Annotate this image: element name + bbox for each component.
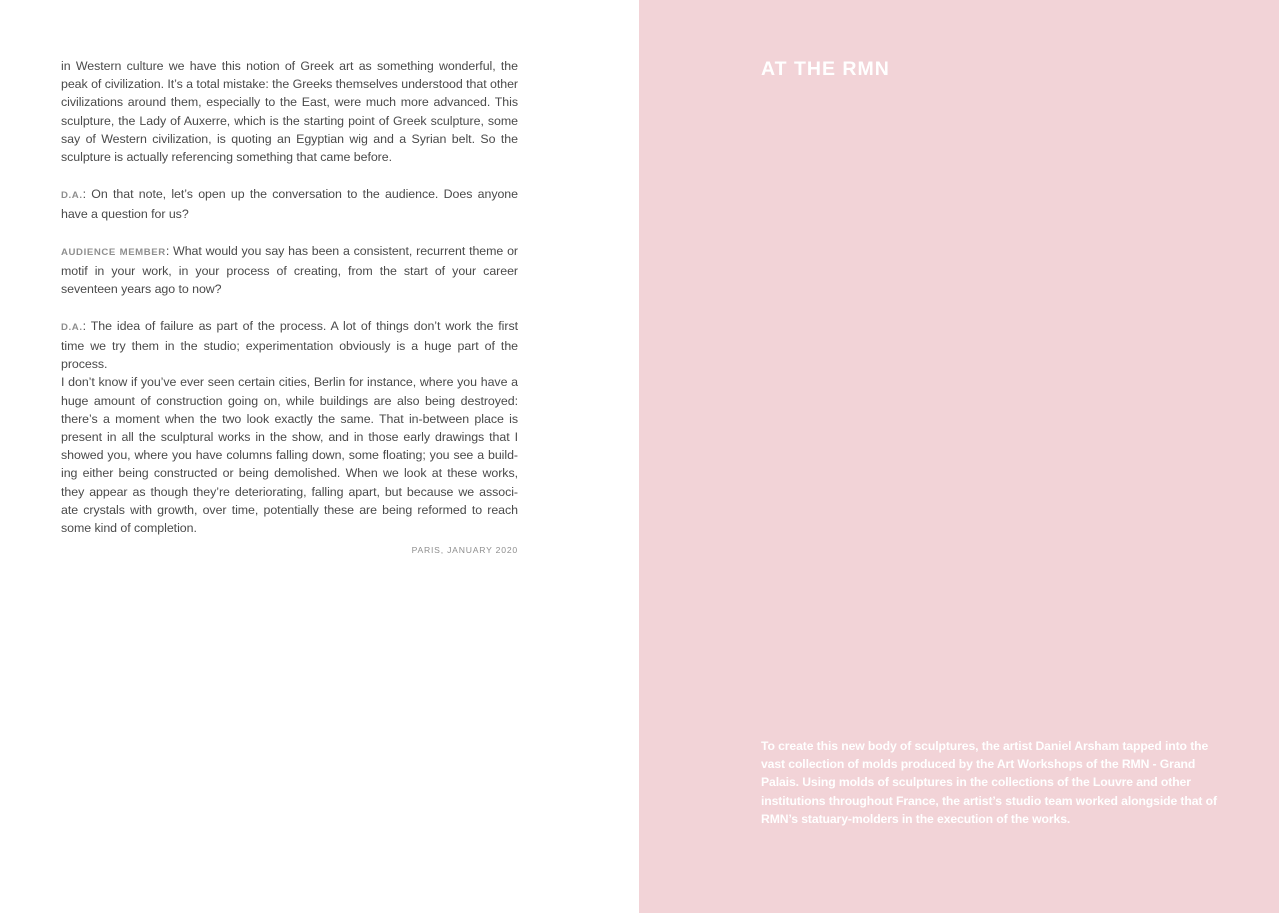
speaker-label: D.A. bbox=[61, 189, 83, 201]
paragraph-text: I don’t know if you’ve ever seen certain cities, Berlin for instance, where you have a huge amount of construction going on, while buildings are also being destroyed: there’s a moment when the two look exactly the same. That in-between place is present in all the sculptural works in the show, and in those early drawings that I showed you, where you have columns falling down, some floating; you see a build- ing either being constructed or being demolished. When we look at these works, they appear as though they’re deteriorating, falling apart, but because we associ- ate crystals with growth, over time, potentially these are being reformed to reach some kind of completion. bbox=[61, 375, 518, 535]
section-caption: To create this new body of sculptures, the artist Daniel Arsham tapped into the vast collection of molds produced by the Art Workshops of the RMN - Grand Palais. Using molds of sculptures in the collections of the Louvre and other institutions throughout France, the artist’s studio team worked alongside that of RMN’s statuary-molders in the execution of the works. bbox=[761, 739, 1217, 826]
signoff-date: PARIS, JANUARY 2020 bbox=[411, 545, 518, 556]
paragraph-text: : The idea of failure as part of the process. A lot of things don’t work the first time we try them in the studio; experimentation obviously is a huge part of the process. bbox=[61, 318, 518, 372]
right-page bbox=[639, 0, 1279, 913]
speaker-label: D.A. bbox=[61, 321, 83, 333]
paragraph-cities bbox=[61, 373, 518, 537]
speaker-label: AUDIENCE MEMBER bbox=[61, 246, 166, 258]
left-page bbox=[0, 0, 639, 913]
paragraph-text: : On that note, let’s open up the conversation to the audience. Does anyone have a question for us? bbox=[61, 186, 518, 221]
interview-text bbox=[61, 57, 518, 559]
paragraph-da-answer bbox=[61, 317, 518, 374]
paragraph-text: in Western culture we have this notion of Greek art as something wonderful, the peak of civilization. It’s a total mistake: the Greeks themselves understood that other civilizations around them, especially to the East, were much more advanced. This sculpture, the Lady of Auxerre, which is the starting point of Greek sculpture, some say of Western civilization, is quoting an Egyptian wig and a Syrian belt. So the sculpture is actually referencing something that came before. bbox=[61, 59, 518, 165]
paragraph-audience-question bbox=[61, 242, 518, 299]
paragraph-da-question bbox=[61, 185, 518, 223]
section-title: AT THE RMN bbox=[761, 58, 890, 80]
paragraph-text: : What would you say has been a consistent, recurrent theme or motif in your work, in your process of creating, from the start of your career seventeen years ago to now? bbox=[61, 243, 518, 297]
paragraph-greek-art bbox=[61, 57, 518, 166]
